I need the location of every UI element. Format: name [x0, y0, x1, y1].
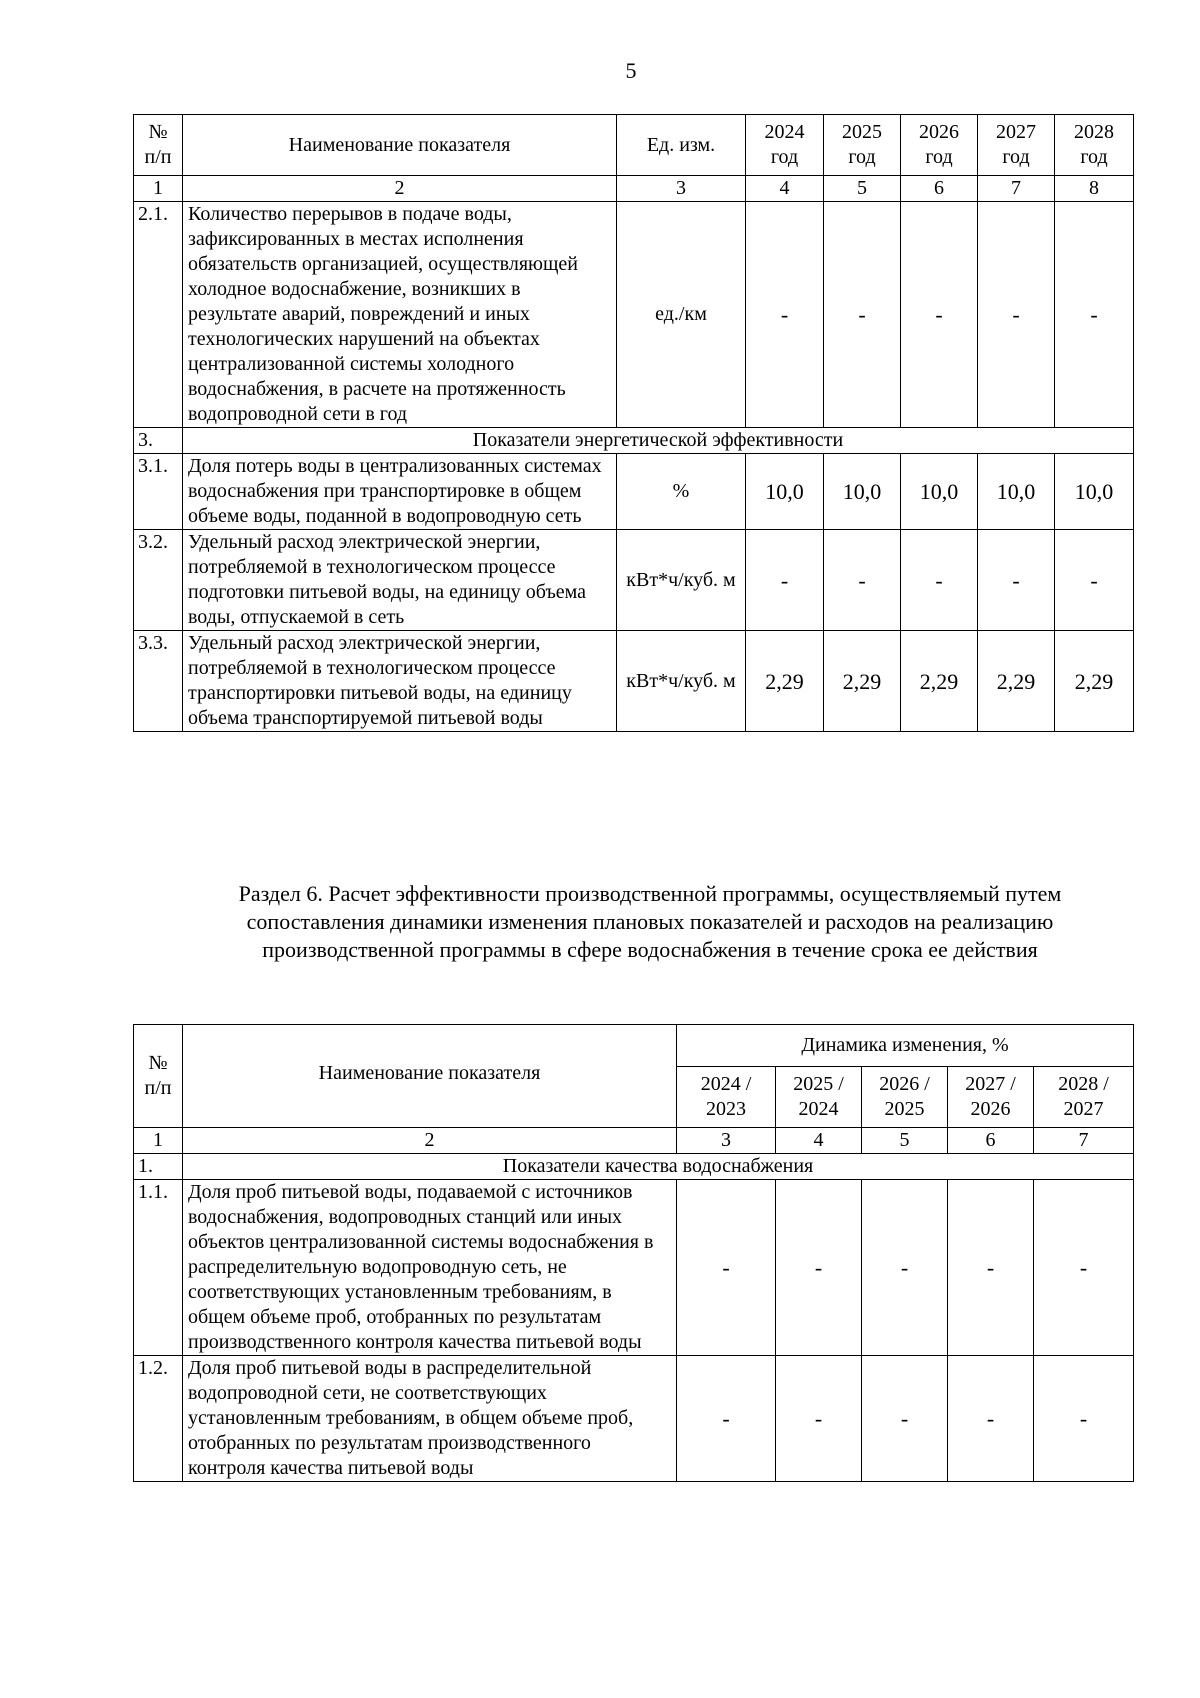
col-number: 1 — [134, 1128, 183, 1154]
col-number: 1 — [134, 176, 183, 202]
header-period: 2027 / 2026 — [948, 1067, 1034, 1128]
col-number: 2 — [183, 1128, 677, 1154]
table-row — [134, 202, 1134, 428]
header-unit: Ед. изм. — [617, 115, 746, 176]
indicators-table — [133, 114, 1134, 732]
col-number: 8 — [1055, 176, 1134, 202]
section-6-title: Раздел 6. Расчет эффективности производственной программы, осуществляемый путем сопоставления динамики изменения плановых показателей и расходов на реализацию производственной программы в сфере водоснабжения в течение срока ее действия — [238, 881, 1062, 962]
value-cell: 2,29 — [746, 631, 824, 732]
value-cell: - — [677, 1356, 776, 1482]
value-cell: - — [978, 530, 1055, 631]
column-number-row — [134, 1128, 1134, 1154]
value-cell: - — [901, 530, 978, 631]
dynamics-table — [133, 1024, 1134, 1482]
header-period: 2024 / 2023 — [677, 1067, 776, 1128]
section-number: 1. — [134, 1154, 183, 1180]
value-cell: - — [776, 1356, 862, 1482]
header-year: 2025 год — [824, 115, 901, 176]
indicator-name: Доля проб питьевой воды в распределительной водопроводной сети, не соответствующих установленным требованиям, в общем объеме проб, отобранных по результатам производственного контроля качества питьевой воды — [183, 1356, 677, 1482]
value-cell: 10,0 — [901, 454, 978, 530]
col-number: 7 — [1034, 1128, 1134, 1154]
row-number: 1.1. — [134, 1180, 183, 1356]
page-number: 5 — [625, 58, 637, 83]
value-cell: 10,0 — [824, 454, 901, 530]
value-cell: - — [746, 530, 824, 631]
header-num: № п/п — [134, 1025, 183, 1128]
header-name: Наименование показателя — [183, 1025, 677, 1128]
col-number: 4 — [776, 1128, 862, 1154]
value-cell: - — [746, 202, 824, 428]
unit-cell: % — [617, 454, 746, 530]
indicator-name: Доля проб питьевой воды, подаваемой с источников водоснабжения, водопроводных станций или иных объектов централизованной системы водоснабжения в распределительную водопроводную сеть, не соответствующих установленным требованиям, в общем объеме проб, отобранных по результатам производственного контроля качества питьевой воды — [183, 1180, 677, 1356]
section-row — [134, 1154, 1134, 1180]
value-cell: 2,29 — [978, 631, 1055, 732]
table-row — [134, 631, 1134, 732]
col-number: 2 — [183, 176, 617, 202]
table-header-row — [134, 1025, 1134, 1067]
indicator-name: Доля потерь воды в централизованных системах водоснабжения при транспортировке в общем объеме воды, поданной в водопроводную сеть — [183, 454, 617, 530]
table-row — [134, 530, 1134, 631]
value-cell: - — [776, 1180, 862, 1356]
value-cell: - — [948, 1180, 1034, 1356]
table-row — [134, 454, 1134, 530]
unit-cell: кВт*ч/куб. м — [617, 530, 746, 631]
col-number: 7 — [978, 176, 1055, 202]
header-num: № п/п — [134, 115, 183, 176]
row-number: 3.1. — [134, 454, 183, 530]
col-number: 3 — [617, 176, 746, 202]
col-number: 6 — [901, 176, 978, 202]
header-period: 2028 / 2027 — [1034, 1067, 1134, 1128]
col-number: 4 — [746, 176, 824, 202]
col-number: 6 — [948, 1128, 1034, 1154]
header-period: 2025 / 2024 — [776, 1067, 862, 1128]
header-year: 2026 год — [901, 115, 978, 176]
value-cell: 10,0 — [1055, 454, 1134, 530]
value-cell: - — [862, 1356, 948, 1482]
indicator-name: Удельный расход электрической энергии, потребляемой в технологическом процессе транспортировки питьевой воды, на единицу объема транспортируемой питьевой воды — [183, 631, 617, 732]
header-name: Наименование показателя — [183, 115, 617, 176]
value-cell: - — [824, 530, 901, 631]
value-cell: - — [824, 202, 901, 428]
row-number: 3.3. — [134, 631, 183, 732]
value-cell: - — [677, 1180, 776, 1356]
indicator-name: Удельный расход электрической энергии, потребляемой в технологическом процессе подготовки питьевой воды, на единицу объема воды, отпускаемой в сеть — [183, 530, 617, 631]
table-row — [134, 1356, 1134, 1482]
value-cell: 2,29 — [824, 631, 901, 732]
value-cell: - — [1034, 1180, 1134, 1356]
header-period: 2026 / 2025 — [862, 1067, 948, 1128]
table-row — [134, 1180, 1134, 1356]
header-year: 2028 год — [1055, 115, 1134, 176]
row-number: 2.1. — [134, 202, 183, 428]
unit-cell: ед./км — [617, 202, 746, 428]
header-year: 2024 год — [746, 115, 824, 176]
header-year: 2027 год — [978, 115, 1055, 176]
value-cell: 2,29 — [1055, 631, 1134, 732]
section-number: 3. — [134, 428, 183, 454]
unit-cell: кВт*ч/куб. м — [617, 631, 746, 732]
row-number: 1.2. — [134, 1356, 183, 1482]
indicator-name: Количество перерывов в подаче воды, зафиксированных в местах исполнения обязательств организацией, осуществляющей холодное водоснабжение, возникших в результате аварий, повреждений и иных технологических нарушений на объектах централизованной системы холодного водоснабжения, в расчете на протяженность водопроводной сети в год — [183, 202, 617, 428]
header-dynamics: Динамика изменения, % — [677, 1025, 1134, 1067]
row-number: 3.2. — [134, 530, 183, 631]
value-cell: - — [862, 1180, 948, 1356]
table-header-row — [134, 115, 1134, 176]
value-cell: 10,0 — [978, 454, 1055, 530]
value-cell: - — [978, 202, 1055, 428]
column-number-row — [134, 176, 1134, 202]
value-cell: - — [901, 202, 978, 428]
value-cell: - — [1055, 530, 1134, 631]
section-title: Показатели энергетической эффективности — [183, 428, 1134, 454]
value-cell: - — [1034, 1356, 1134, 1482]
col-number: 5 — [862, 1128, 948, 1154]
col-number: 5 — [824, 176, 901, 202]
value-cell: - — [1055, 202, 1134, 428]
value-cell: - — [948, 1356, 1034, 1482]
value-cell: 2,29 — [901, 631, 978, 732]
col-number: 3 — [677, 1128, 776, 1154]
section-row — [134, 428, 1134, 454]
value-cell: 10,0 — [746, 454, 824, 530]
section-title: Показатели качества водоснабжения — [183, 1154, 1134, 1180]
